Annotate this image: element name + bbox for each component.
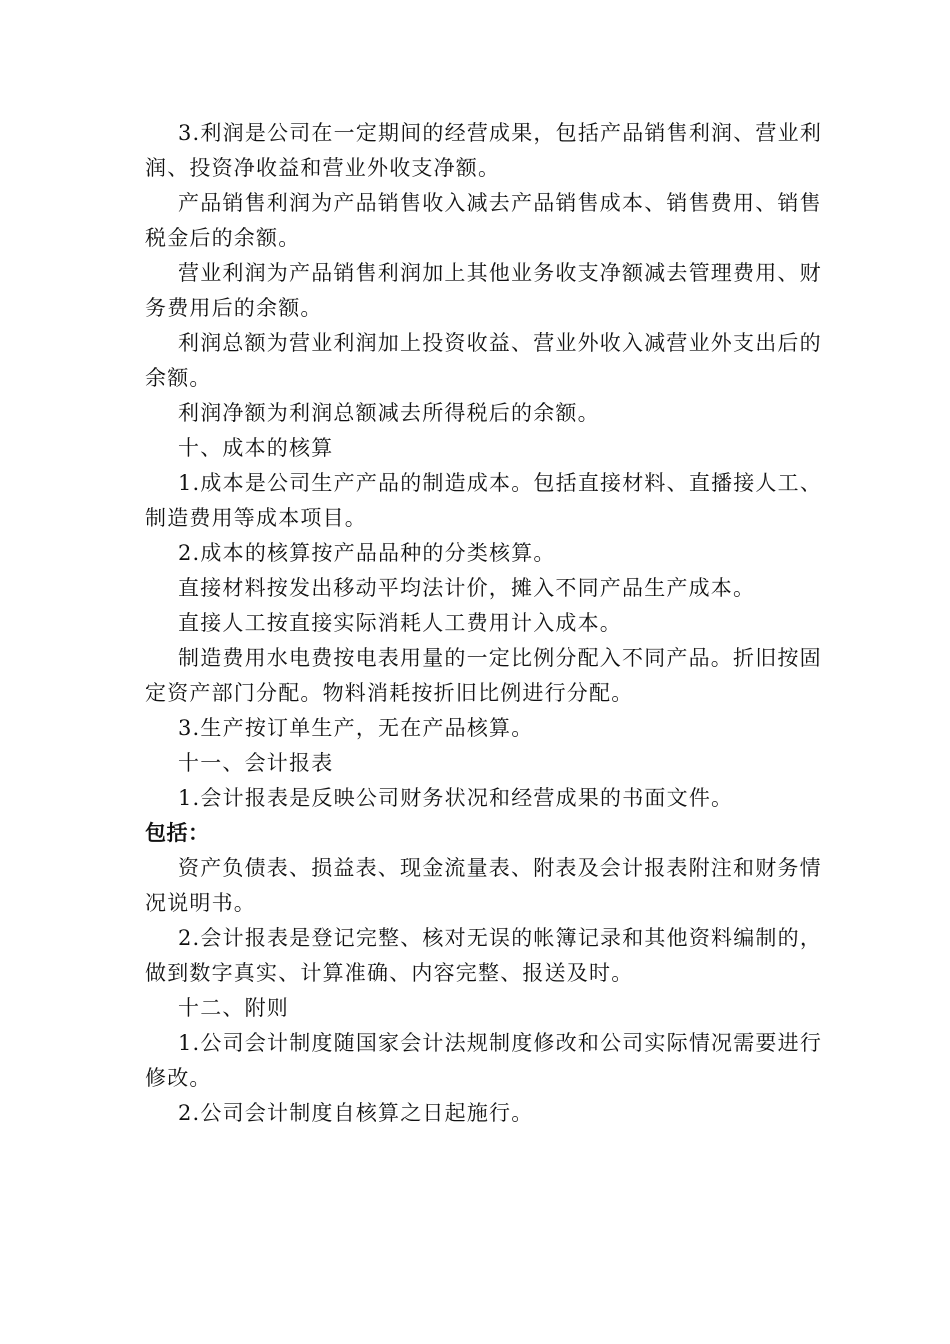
document-body	[145, 116, 825, 1131]
label-includes: 包括：	[145, 821, 210, 845]
paragraph-profit-definition: 3.利润是公司在一定期间的经营成果，包括产品销售利润、营业利润、投资净收益和营业外收支净额。	[145, 121, 823, 180]
paragraph-cost-by-product: 2.成本的核算按产品品种的分类核算。	[178, 541, 556, 565]
paragraph-manufacturing-overhead: 制造费用水电费按电表用量的一定比例分配入不同产品。折旧按固定资产部门分配。物料消耗按折旧比例进行分配。	[145, 646, 822, 705]
paragraph-production-by-order: 3.生产按订单生产，无在产品核算。	[178, 716, 534, 740]
paragraph-net-profit: 利润净额为利润总额减去所得税后的余额。	[178, 401, 600, 425]
paragraph-statements-definition: 1.会计报表是反映公司财务状况和经营成果的书面文件。	[178, 786, 734, 810]
paragraph-direct-materials: 直接材料按发出移动平均法计价，摊入不同产品生产成本。	[178, 576, 756, 600]
paragraph-statements-requirements: 2.会计报表是登记完整、核对无误的帐簿记录和其他资料编制的，做到数字真实、计算准确、内容完整、报送及时。	[145, 926, 823, 985]
section-heading-cost-accounting: 十、成本的核算	[178, 436, 334, 460]
paragraph-effective-date: 2.公司会计制度自核算之日起施行。	[178, 1101, 534, 1125]
paragraph-policy-revision: 1.公司会计制度随国家会计法规制度修改和公司实际情况需要进行修改。	[145, 1031, 823, 1090]
paragraph-cost-definition: 1.成本是公司生产产品的制造成本。包括直接材料、直播接人工、制造费用等成本项目。	[145, 471, 823, 530]
paragraph-operating-profit: 营业利润为产品销售利润加上其他业务收支净额减去管理费用、财务费用后的余额。	[145, 261, 822, 320]
section-heading-supplementary: 十二、附则	[178, 996, 289, 1020]
paragraph-direct-labor: 直接人工按直接实际消耗人工费用计入成本。	[178, 611, 622, 635]
paragraph-sales-profit: 产品销售利润为产品销售收入减去产品销售成本、销售费用、销售税金后的余额。	[145, 191, 822, 250]
section-heading-financial-statements: 十一、会计报表	[178, 751, 334, 775]
paragraph-total-profit: 利润总额为营业利润加上投资收益、营业外收入减营业外支出后的余额。	[145, 331, 822, 390]
paragraph-statements-list: 资产负债表、损益表、现金流量表、附表及会计报表附注和财务情况说明书。	[145, 856, 822, 915]
